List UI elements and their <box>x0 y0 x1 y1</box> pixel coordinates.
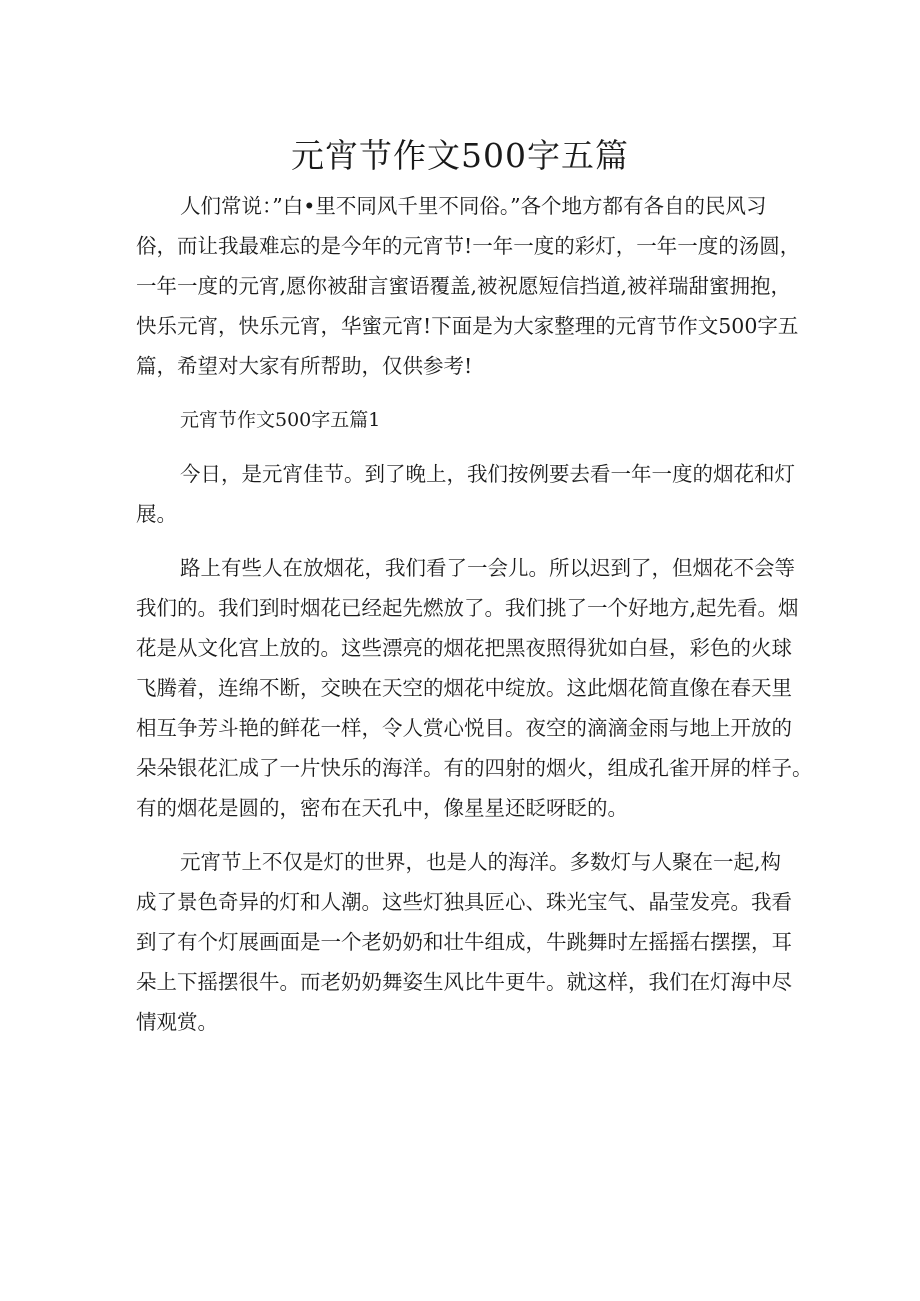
text-line: 相互争芳斗艳的鲜花一样，令人赏心悦目。夜空的滴滴金雨与地上开放的 <box>136 716 792 740</box>
document-body <box>136 186 813 1042</box>
text-line: 路上有些人在放烟花，我们看了一会儿。所以迟到了，但烟花不会等 <box>180 556 795 580</box>
text-line: 今日，是元宵佳节。到了晚上，我们按例要去看一年一度的烟花和灯 <box>180 462 795 486</box>
paragraph-2 <box>136 548 813 828</box>
text-line: 俗，而让我最难忘的是今年的元宵节!一年一度的彩灯，一年一度的汤圆， <box>136 234 801 258</box>
intro-paragraph <box>136 186 801 386</box>
section-heading: 元宵节作文500字五篇1 <box>180 409 381 431</box>
text-line: 人们常说：”白•里不同风千里不同俗。”各个地方都有各自的民风习 <box>180 194 767 218</box>
text-line: 成了景色奇异的灯和人潮。这些灯独具匠心、珠光宝气、晶莹发亮。我看 <box>136 890 792 914</box>
paragraph-3 <box>136 842 796 1042</box>
text-line: 飞腾着，连绵不断，交映在天空的烟花中绽放。这此烟花简直像在春天里 <box>136 676 792 700</box>
text-line: 元宵节上不仅是灯的世界，也是人的海洋。多数灯与人聚在一起,构 <box>180 850 782 874</box>
text-line: 篇，希望对大家有所帮助，仅供参考! <box>136 354 473 378</box>
text-line: 朵朵银花汇成了一片快乐的海洋。有的四射的烟火，组成孔雀开屏的样子。 <box>136 756 813 780</box>
text-line: 一年一度的元宵,愿你被甜言蜜语覆盖,被祝愿短信挡道,被祥瑞甜蜜拥抱， <box>136 274 792 298</box>
text-line: 快乐元宵，快乐元宵，华蜜元宵!下面是为大家整理的元宵节作文500字五 <box>136 314 799 338</box>
paragraph-1 <box>136 454 796 534</box>
document-title: 元宵节作文500字五篇 <box>291 136 629 175</box>
text-line: 花是从文化宫上放的。这些漂亮的烟花把黑夜照得犹如白昼，彩色的火球 <box>136 636 792 660</box>
text-line: 展。 <box>136 502 177 526</box>
text-line: 到了有个灯展画面是一个老奶奶和壮牛组成，牛跳舞时左摇摇右摆摆，耳 <box>136 930 792 954</box>
text-line: 有的烟花是圆的，密布在天孔中，像星星还眨呀眨的。 <box>136 796 628 820</box>
text-line: 情观赏。 <box>136 1010 218 1034</box>
text-line: 我们的。我们到时烟花已经起先燃放了。我们挑了一个好地方,起先看。烟 <box>136 596 799 620</box>
text-line: 朵上下摇摆很牛。而老奶奶舞姿生风比牛更牛。就这样，我们在灯海中尽 <box>136 970 792 994</box>
